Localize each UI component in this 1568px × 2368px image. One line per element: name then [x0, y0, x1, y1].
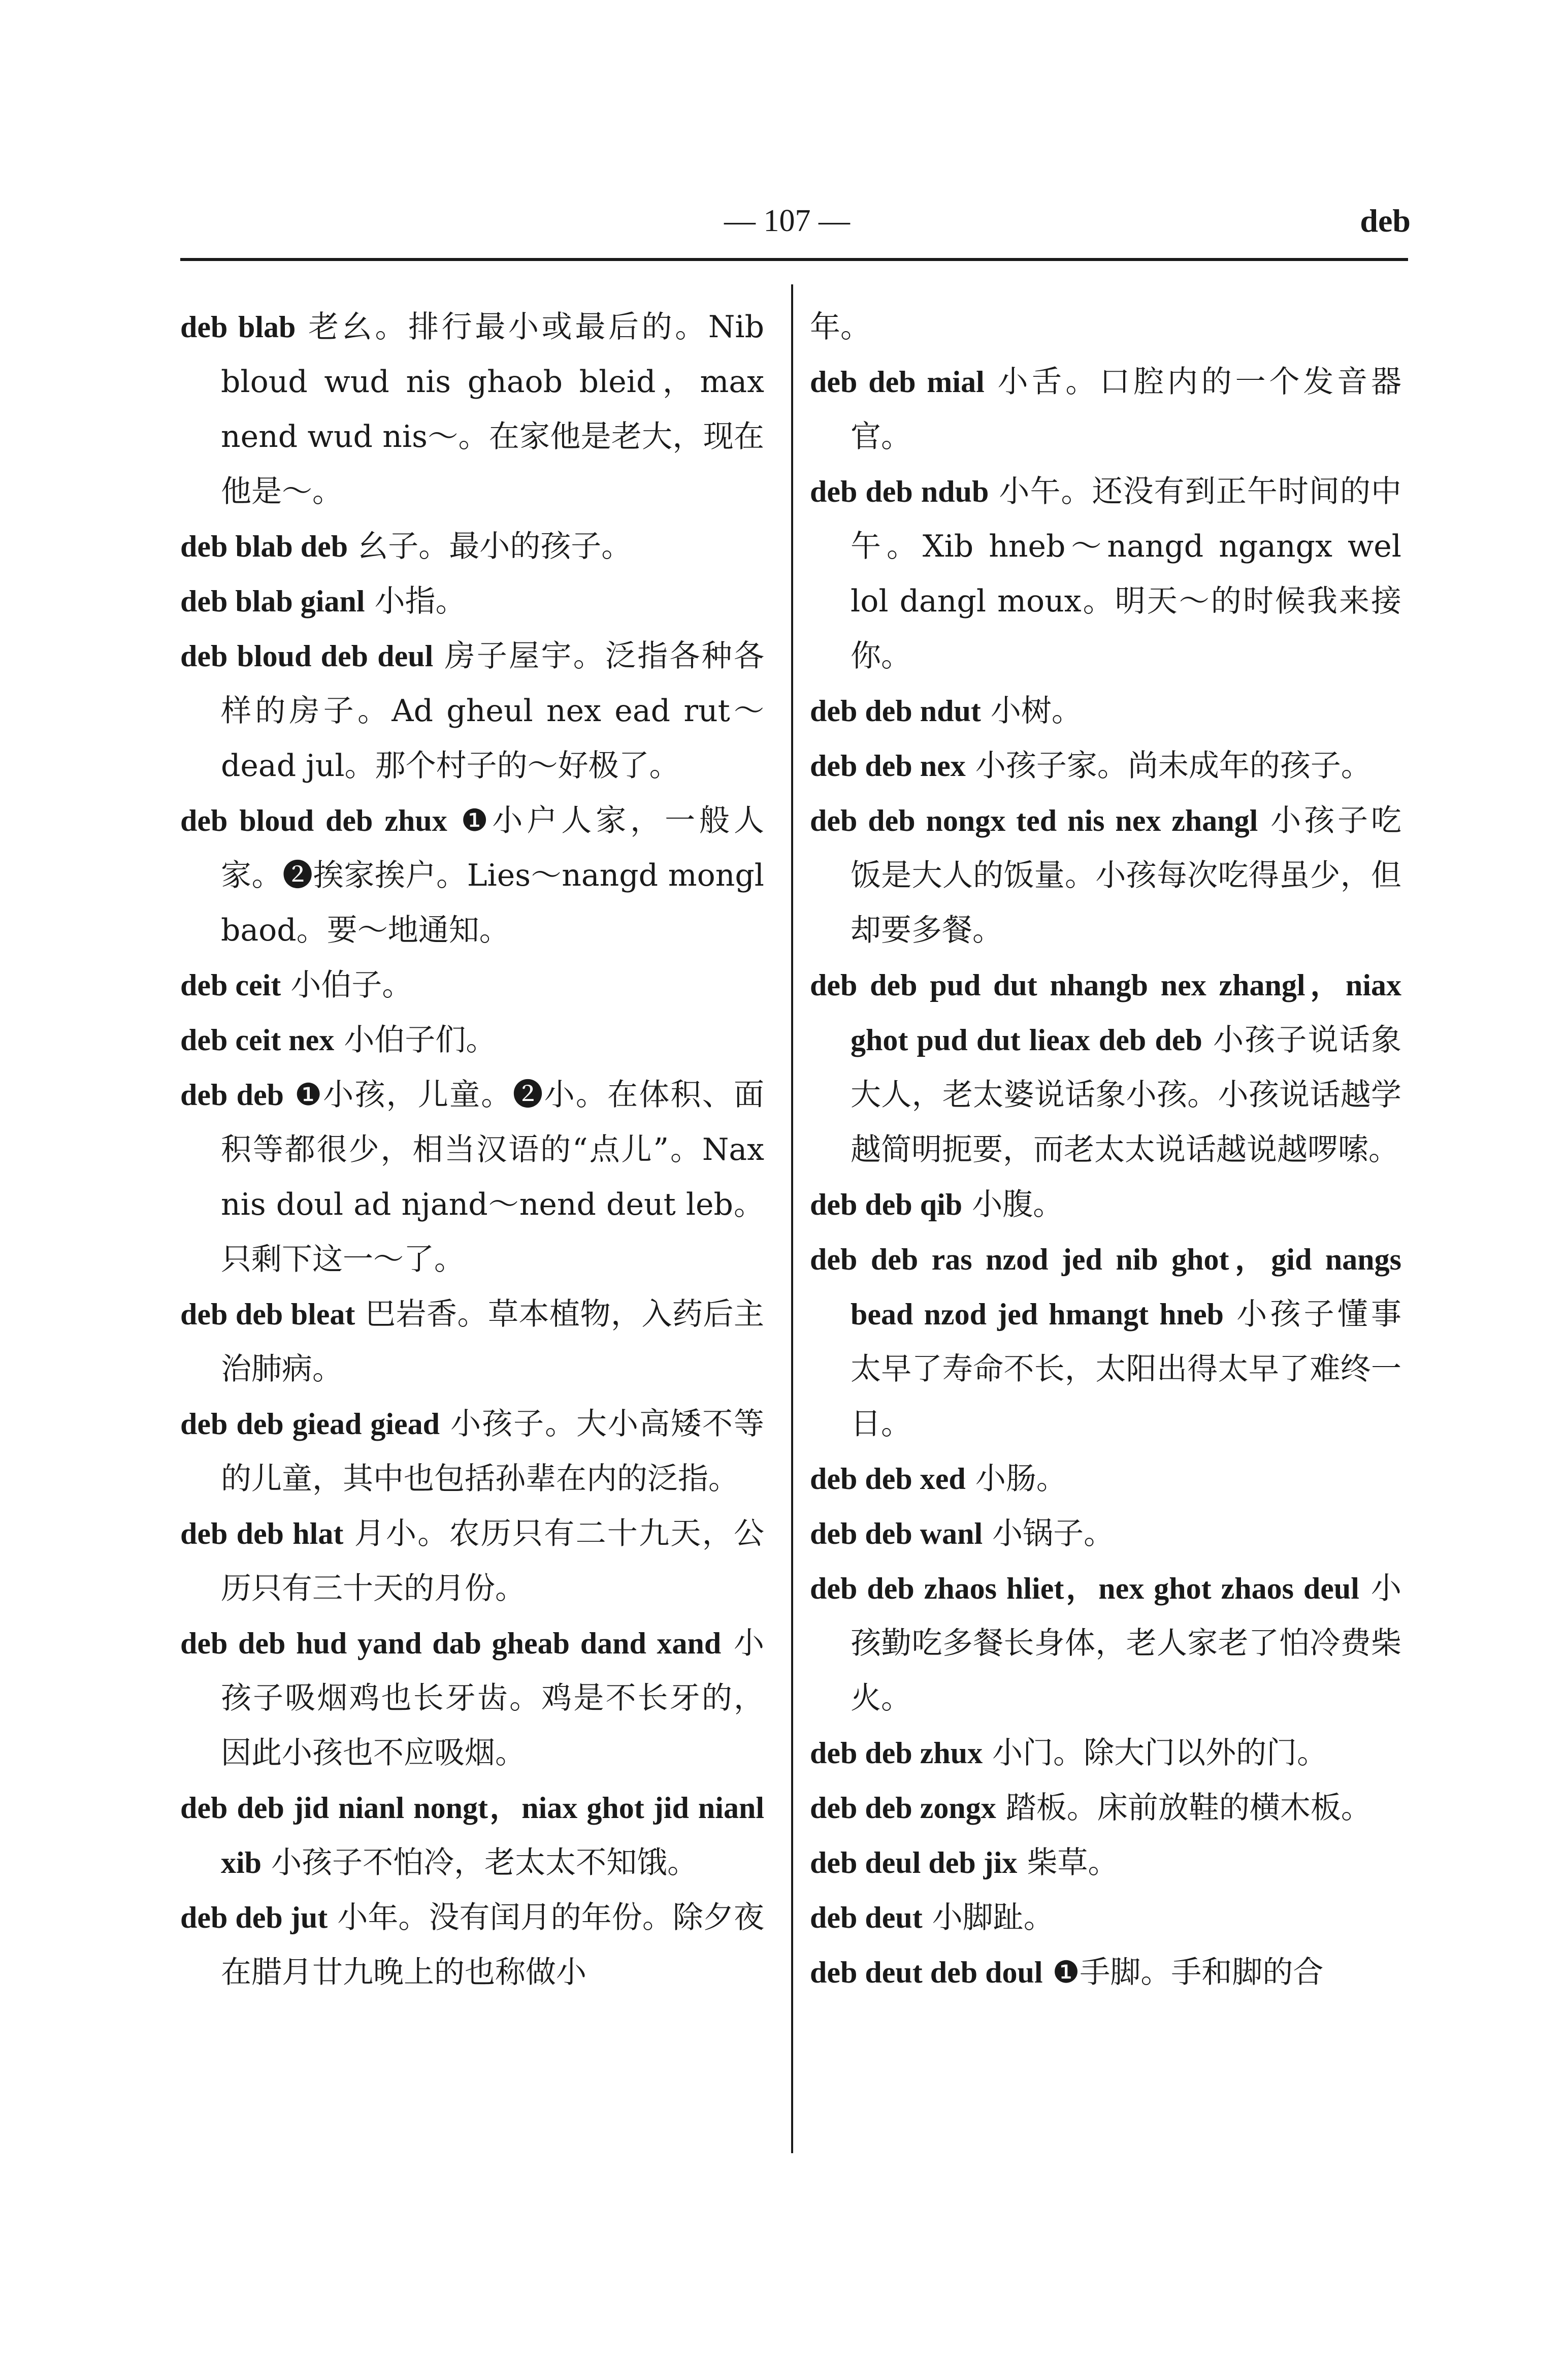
dictionary-entry — [180, 300, 764, 519]
dictionary-entry — [810, 354, 1401, 464]
entry-definition: 小孩子吃饭是大人的饭量。小孩每次吃得虽少，但却要多餐。 — [851, 803, 1401, 948]
dictionary-entry — [810, 1561, 1401, 1726]
entry-headword: deb deb nongx ted nis nex zhangl — [810, 804, 1258, 837]
dictionary-entry — [810, 1890, 1401, 1945]
right-column — [810, 300, 1401, 2000]
entry-definition: 小树。 — [981, 693, 1082, 729]
entry-definition: 小舌。口腔内的一个发音器官。 — [851, 364, 1402, 455]
entry-headword: deb deb nex — [810, 749, 966, 783]
entry-headword: deb bloud deb deul — [180, 639, 434, 673]
dictionary-entry — [180, 958, 764, 1013]
dictionary-entry — [810, 1726, 1401, 1780]
dictionary-entry — [810, 1945, 1401, 2000]
entry-definition: 小指。 — [365, 583, 466, 619]
entry-headword: deb blab gianl — [180, 585, 365, 618]
entry-definition: ❶小户人家，一般人家。❷挨家挨户。Lies～nangd mongl baod。要～地通知。 — [221, 803, 764, 948]
entry-headword: deb blab — [180, 310, 296, 344]
page-number: — 107 — — [724, 204, 850, 238]
entry-definition: 巴岩香。草本植物，入药后主治肺病。 — [221, 1296, 765, 1387]
entry-headword: deb deb bleat — [180, 1297, 355, 1331]
dictionary-entry — [180, 574, 764, 629]
dictionary-entry — [810, 1506, 1401, 1561]
entry-headword: deb ceit — [180, 968, 281, 1002]
entry-definition: 小肠。 — [965, 1461, 1067, 1497]
entry-headword: deb deb zhaos hliet，nex ghot zhaos deul — [810, 1572, 1359, 1605]
entry-definition: 小孩子。大小高矮不等的儿童，其中也包括孙辈在内的泛指。 — [221, 1406, 764, 1497]
entry-headword: deb deut — [810, 1901, 923, 1934]
entry-headword: deb deb zhux — [810, 1736, 983, 1770]
entry-definition: 小腹。 — [962, 1187, 1064, 1222]
dictionary-entry — [180, 1013, 764, 1067]
entry-definition: 小孩子懂事太早了寿命不长，太阳出得太早了难终一日。 — [851, 1296, 1402, 1442]
entry-headword: deb deb xed — [810, 1462, 966, 1496]
dictionary-entry — [810, 1451, 1401, 1506]
dictionary-entry — [810, 684, 1401, 738]
dictionary-entry-continuation — [810, 300, 1401, 354]
dictionary-entry — [810, 464, 1401, 684]
dictionary-entry — [180, 1067, 764, 1287]
entry-definition: ❶手脚。手和脚的合 — [1042, 1955, 1324, 1990]
entry-headword: deb deb giead giead — [180, 1407, 440, 1441]
entry-definition: 小脚趾。 — [922, 1900, 1054, 1935]
dictionary-entry — [180, 1890, 764, 2000]
entry-definition: 小伯子们。 — [334, 1022, 497, 1058]
entry-headword: deb deb hlat — [180, 1517, 344, 1550]
entry-definition: 幺子。最小的孩子。 — [348, 529, 632, 564]
dictionary-entry — [810, 1177, 1401, 1232]
entry-definition: 月小。农历只有二十九天，公历只有三十天的月份。 — [221, 1516, 764, 1606]
entry-definition: 小孩子不怕冷，老太太不知饿。 — [262, 1845, 698, 1880]
entry-headword: deb deb ndut — [810, 694, 981, 728]
dictionary-entry — [810, 738, 1401, 793]
guide-word: deb — [1360, 203, 1411, 239]
entry-definition: 小伯子。 — [281, 967, 413, 1003]
entry-definition: 小门。除大门以外的门。 — [983, 1735, 1328, 1771]
entry-definition: 小孩子家。尚未成年的孩子。 — [965, 748, 1371, 784]
column-divider — [791, 284, 793, 2153]
dictionary-entry — [180, 1397, 764, 1506]
entry-definition: 小孩子说话象大人，老太婆说话象小孩。小孩说话越学越简明扼要，而老太太说话越说越啰嗦。 — [851, 1022, 1401, 1167]
dictionary-entry — [810, 1232, 1401, 1451]
entry-headword: deb deb jid nianl nongt，niax ghot jid nianl xib — [180, 1791, 764, 1879]
dictionary-entry — [180, 1506, 764, 1616]
entry-headword: deb deb ndub — [810, 475, 989, 508]
entry-headword: deb deb zongx — [810, 1791, 996, 1825]
dictionary-entry — [810, 958, 1401, 1177]
entry-headword: deb deb wanl — [810, 1517, 983, 1550]
dictionary-entry — [180, 793, 764, 958]
entry-headword: deb deut deb doul — [810, 1956, 1043, 1989]
entry-definition: 小锅子。 — [983, 1516, 1115, 1551]
dictionary-entry — [810, 1835, 1401, 1890]
entry-headword: deb deb — [180, 1078, 284, 1112]
entry-headword: deb deb mial — [810, 365, 985, 399]
entry-definition: 踏板。床前放鞋的横木板。 — [996, 1790, 1371, 1826]
entry-definition: 房子屋宇。泛指各种各样的房子。Ad gheul nex ead rut～dead jul。那个村子的～好极了。 — [221, 638, 764, 784]
entry-definition: 老幺。排行最小或最后的。Nib bloud wud nis ghaob bleid，max nend wud nis～。在家他是老大，现在他是～。 — [221, 309, 765, 509]
dictionary-entry — [180, 629, 764, 793]
dictionary-entry — [180, 1780, 764, 1890]
entry-definition: 柴草。 — [1017, 1845, 1119, 1880]
entry-definition: 小午。还没有到正午时间的中午。Xib hneb～nangd ngangx wel lol dangl moux。明天～的时候我来接你。 — [851, 474, 1401, 674]
entry-headword: deb deul deb jix — [810, 1846, 1018, 1879]
left-column — [180, 300, 764, 2000]
dictionary-entry — [810, 793, 1401, 958]
dictionary-entry — [180, 1616, 764, 1780]
entry-headword: deb deb qib — [810, 1188, 963, 1221]
entry-definition: 年。 — [810, 309, 871, 345]
dictionary-entry — [810, 1780, 1401, 1835]
entry-headword: deb deb hud yand dab gheab dand xand — [180, 1627, 722, 1660]
entry-definition: ❶小孩，儿童。❷小。在体积、面积等都很少，相当汉语的“点儿”。Nax nis doul ad njand～nend deut leb。只剩下这一～了。 — [221, 1077, 764, 1277]
entry-definition: 小孩子吸烟鸡也长牙齿。鸡是不长牙的，因此小孩也不应吸烟。 — [221, 1626, 764, 1771]
entry-headword: deb blab deb — [180, 530, 348, 563]
entry-definition: 小孩勤吃多餐长身体，老人家老了怕冷费柴火。 — [851, 1571, 1401, 1716]
entry-headword: deb deb ras nzod jed nib ghot，gid nangs bead nzod jed hmangt hneb — [810, 1243, 1401, 1331]
entry-headword: deb ceit nex — [180, 1023, 335, 1057]
header-rule — [180, 258, 1408, 261]
dictionary-entry — [180, 1287, 764, 1397]
entry-headword: deb deb pud dut nhangb nex zhangl，niax ghot pud dut lieax deb deb — [810, 968, 1401, 1057]
entry-headword: deb deb jut — [180, 1901, 328, 1934]
entry-headword: deb bloud deb zhux — [180, 804, 447, 837]
entry-definition: 小年。没有闰月的年份。除夕夜在腊月廿九晚上的也称做小 — [221, 1900, 764, 1990]
dictionary-entry — [180, 519, 764, 574]
